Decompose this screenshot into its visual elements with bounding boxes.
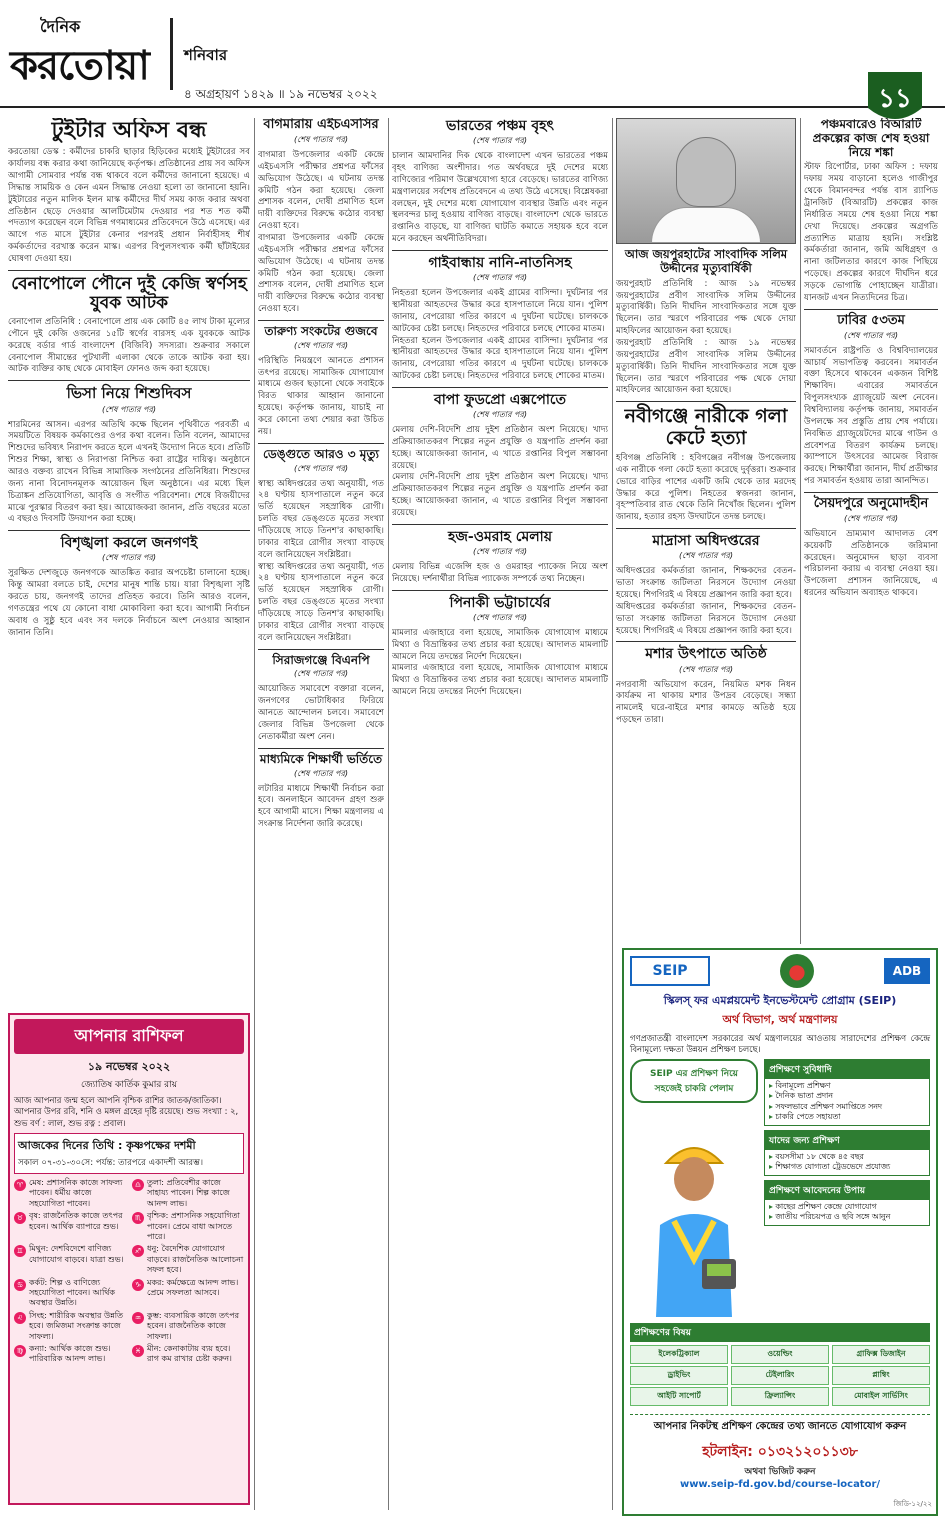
continuation-note: (শেষ পাতার পর) bbox=[101, 404, 157, 414]
ad-illustration bbox=[630, 1059, 758, 1317]
headline-madhyamik[interactable]: মাধ্যমিকে শিক্ষার্থী ভর্তিতে bbox=[259, 751, 383, 766]
horoscope-box bbox=[8, 1013, 250, 1505]
logo-big-text: করতোয়া bbox=[10, 42, 149, 89]
horoscope-item bbox=[132, 1211, 244, 1242]
zodiac-icon: ♍ bbox=[14, 1345, 26, 1357]
story-twitter: করতোয়া ডেস্ক : কর্মীদের চাকরি ছাড়ার হিড়িকের মধ্যেই টুইটারের সব কার্যালয় বন্ধ করার কথা জানিয়েছে কর্তৃপক্ষ। প্রতিষ্ঠানের প্রায় সব অফিস আগামী সোমবার পর্যন্ত বন্ধ থাকবে বলে কর্মীদের জানানো হয়েছে। এ সিদ্ধান্ত সাময়িক ও কেন এমন সিদ্ধান্ত নেওয়া হলো তা জানানো হয়নি। টুইটারের নতুন মালিক ইলন মাস্ক কর্মীদের দীর্ঘ সময় কাজ করার অথবা প্রতিষ্ঠান ছেড়ে দেওয়ার আলটিমেটাম দেওয়ার পর শত শত কর্মী পদত্যাগ করেছেন বলে বিভিন্ন গণমাধ্যমের প্রতিবেদনে উঠে এসেছে। এর আগে গত মাসে টুইটার কেনার পরপরই প্রধান নির্বাহীসহ শীর্ষ কর্মকর্তাদের বরখাস্ত করেন মাস্ক। এরপর বিপুলসংখ্যক কর্মী ছাঁটাইয়ের ঘোষণা দেওয়া হয়। bbox=[8, 147, 250, 265]
continuation-note: (শেষ পাতার পর) bbox=[101, 553, 157, 563]
ad-contact: আপনার নিকটস্থ প্রশিক্ষণ কেন্দ্রের তথ্য জানতে যোগাযোগ করুন bbox=[630, 1414, 930, 1440]
column-rule bbox=[800, 118, 801, 944]
story-dengue-more: স্বাস্থ্য অধিদপ্তরের তথ্য অনুযায়ী, গত ২৪ ঘণ্টায় হাসপাতালে নতুন করে ভর্তি হয়েছেন সহস্রাধিক রোগী। চলতি বছর ডেঙ্গুতে মৃতের সংখ্যা দাঁড়িয়েছে সাড়ে তিনশ'র কাছাকাছি। ঢাকার বাইরে রোগীর সংখ্যা বাড়ছে বলে জানিয়েছেন সংশ্লিষ্টরা। bbox=[258, 561, 384, 643]
story-tarunno: পরিস্থিতি নিয়ন্ত্রণে আনতে প্রশাসন তৎপর রয়েছে। সামাজিক যোগাযোগ মাধ্যমে গুজব ছড়ানো থেকে সবাইকে বিরত থাকার আহ্বান জানানো হয়েছে। কর্তৃপক্ষ জানায়, যাচাই না করে কোনো তথ্য শেয়ার করা উচিত নয়। bbox=[258, 355, 384, 437]
divider bbox=[258, 443, 384, 444]
horoscope-text: সিংহ: শারীরিক অবস্থার উন্নতি হবে। জমিজমা সংক্রান্ত কাজে সাফল্য। bbox=[29, 1310, 124, 1341]
headline-bishrinkhola[interactable]: বিশৃঙ্খলা করলে জনগণই bbox=[60, 535, 198, 552]
portrait-photo[interactable] bbox=[616, 118, 796, 244]
ad-info bbox=[764, 1059, 930, 1317]
story-hajj: মেলায় বিভিন্ন এজেন্সি হজ ও ওমরাহর প্যাকেজ নিয়ে অংশ নিয়েছে। দর্শনার্থীরা বিভিন্ন প্যাকেজ সম্পর্কে তথ্য নিচ্ছেন। bbox=[392, 562, 608, 584]
divider bbox=[392, 590, 608, 591]
apply-box bbox=[764, 1180, 930, 1226]
story-gaibandha-more: নিহতরা হলেন উপজেলার একই গ্রামের বাসিন্দা। দুর্ঘটনার পর স্থানীয়রা আহতদের উদ্ধার করে হাসপাতালে নিয়ে যান। পুলিশ জানায়, বেপরোয়া গতির কারণে এ দুর্ঘটনা ঘটেছে। চালককে আটকের চেষ্টা চলছে। নিহতদের পরিবারে চলছে শোকের মাতম। bbox=[392, 335, 608, 382]
portrait-face bbox=[676, 137, 736, 207]
continuation-note: (শেষ পাতার পর) bbox=[472, 273, 528, 283]
zodiac-icon: ♈ bbox=[14, 1179, 26, 1191]
horoscope-item bbox=[14, 1344, 126, 1365]
story-gaibandha: নিহতরা হলেন উপজেলার একই গ্রামের বাসিন্দা। দুর্ঘটনার পর স্থানীয়রা আহতদের উদ্ধার করে হাসপাতালে নিয়ে যান। পুলিশ জানায়, বেপরোয়া গতির কারণে এ দুর্ঘটনা ঘটেছে। চালককে আটকের চেষ্টা চলছে। নিহতদের পরিবারে চলছে শোকের মাতম। bbox=[392, 288, 608, 334]
list-item: ▸ সফলভাবে প্রশিক্ষণ সমাপ্তিতে সনদ bbox=[769, 1102, 925, 1113]
continuation-note: (শেষ পাতার পর) bbox=[293, 768, 349, 778]
ad-alt-text: অথবা ভিজিট করুন bbox=[744, 1466, 816, 1477]
list-item: ▸ জাতীয় পরিচয়পত্র ও ছবি সঙ্গে আনুন bbox=[769, 1212, 925, 1223]
horoscope-item bbox=[132, 1278, 244, 1309]
trade-chip[interactable]: ড্রাইভিং bbox=[630, 1366, 728, 1385]
ad-code: জিডি-১২/২২ bbox=[893, 1500, 932, 1508]
horoscope-item bbox=[14, 1278, 126, 1309]
headline-pinaki[interactable]: পিনাকী ভট্টাচার্যের bbox=[449, 594, 551, 611]
divider bbox=[392, 524, 608, 525]
benefits-box bbox=[764, 1059, 930, 1126]
trades-title: প্রশিক্ষণের বিষয় bbox=[630, 1323, 930, 1342]
adb-logo: ADB bbox=[884, 958, 930, 984]
ad-subtitle: অর্থ বিভাগ, অর্থ মন্ত্রণালয় bbox=[722, 1013, 838, 1026]
eligibility-title: যাদের জন্য প্রশিক্ষণ bbox=[765, 1131, 929, 1150]
continuation-note: (শেষ পাতার পর) bbox=[293, 669, 349, 679]
page-number: ১১ bbox=[878, 84, 912, 114]
trade-row bbox=[630, 1366, 930, 1385]
divider bbox=[8, 380, 250, 381]
headline-saidpur[interactable]: সৈয়দপুরে অনুমোদহীন bbox=[813, 495, 929, 511]
story-bishrinkhola: সুরক্ষিত দেশজুড়ে জনগণকে আতঙ্কিত করার অপচেষ্টা চালানো হচ্ছে। কিন্তু আমরা বলতে চাই, দেশের মানুষ শান্তি চায়। যারা বিশৃঙ্খলা সৃষ্টি করতে চায়, জনগণই তাদের প্রতিহত করবে। তিনি আরও বলেন, গণতন্ত্রের পথে যে কোনো বাধা মোকাবিলা করা হবে। আগামী নির্বাচন অবাধ ও সুষ্ঠু হবে এবং সব দলকে নির্বাচনে অংশ নেওয়ার আহ্বান জানান তিনি। bbox=[8, 568, 250, 638]
story-madrasa-more: অধিদপ্তরের কর্মকর্তারা জানান, শিক্ষকদের বেতন-ভাতা সংক্রান্ত জটিলতা নিরসনে উদ্যোগ নেওয়া হয়েছে। শিগগিরই এ বিষয়ে প্রজ্ঞাপন জারি করা হবে। bbox=[616, 601, 796, 636]
headline-twitter[interactable]: টুইটার অফিস বন্ধ bbox=[51, 118, 207, 143]
zodiac-icon: ♎ bbox=[132, 1179, 144, 1191]
continuation-note: (শেষ পাতার পর) bbox=[293, 134, 349, 144]
story-brt: স্টাফ রিপোর্টার, ঢাকা অফিস : দফায় দফায় সময় বাড়ানো হলেও গাজীপুর থেকে বিমানবন্দর পর্যন্ত বাস র‍্যাপিড ট্রানজিট (বিআরটি) প্রকল্পের কাজ নির্ধারিত সময়ে শেষ হওয়া নিয়ে শঙ্কা দেখা দিয়েছে। প্রকল্পের অগ্রগতি প্রত্যাশিত মাত্রায় হয়নি। সংশ্লিষ্ট কর্মকর্তারা জানান, জমি অধিগ্রহণ ও নানা জটিলতার কারণে কাজ পিছিয়ে পড়েছে। প্রকল্পের কারণে দীর্ঘদিন ধরে সড়কে ভোগান্তি পোহাচ্ছেন যাত্রীরা। যানজট এখন নিত্যদিনের চিত্র। bbox=[804, 162, 938, 303]
horoscope-text: কর্কট: শিল্প ও বাণিজ্যে সহযোগিতা পাবেন। আর্থিক অবস্থার উন্নতি। bbox=[29, 1277, 116, 1308]
headline-dengue[interactable]: ডেঙ্গুতে আরও ৩ মৃত্যু bbox=[263, 446, 379, 461]
continuation-note: (শেষ পাতার পর) bbox=[843, 330, 899, 340]
column-5-main bbox=[804, 118, 938, 944]
horoscope-item bbox=[132, 1311, 244, 1342]
continuation-note: (শেষ পাতার পর) bbox=[678, 664, 734, 674]
tithi-text: সকাল ০৭-৩১-৩০সে: পর্যন্ত: তারপরে একাদশী আরম্ভ। bbox=[18, 1158, 204, 1169]
headline-benapole[interactable]: বেনাপোলে পৌনে দুই কেজি স্বর্ণসহ যুবক আটক bbox=[11, 273, 247, 314]
list-item: ▸ কাছের প্রশিক্ষণ কেন্দ্রে যোগাযোগ bbox=[769, 1202, 925, 1213]
story-india-trade: চালান আমদানির দিক থেকে বাংলাদেশ এখন ভারতের পঞ্চম বৃহৎ বাণিজ্য অংশীদার। গত অর্থবছরে দুই দেশের মধ্যে বাণিজ্যের পরিমাণ উল্লেখযোগ্য হারে বেড়েছে। ভারতের বাণিজ্য মন্ত্রণালয়ের সর্বশেষ প্রতিবেদনে এ তথ্য উঠে এসেছে। বিশ্লেষকরা বলছেন, দুই দেশের মধ্যে যোগাযোগ ব্যবস্থার উন্নতি এবং নতুন স্থলবন্দর চালু হওয়ায় বাণিজ্য বাড়ছে। বাংলাদেশ থেকে ভারতে রপ্তানিও বাড়ছে, যা বাণিজ্য ঘাটতি কমাতে সহায়ক হবে বলে মনে করছেন অর্থনীতিবিদরা। bbox=[392, 151, 608, 245]
continuation-note: (শেষ পাতার পর) bbox=[472, 612, 528, 622]
horoscope-text: বৃশ্চিক: প্রশাসনিক সহযোগিতা পাবেন। প্রেমে বাধা আসতে পারে। bbox=[147, 1211, 240, 1241]
horoscope-grid bbox=[14, 1178, 244, 1365]
horoscope-author: জ্যোতিষ কার্তিক কুমার রায় bbox=[80, 1080, 178, 1090]
headline-nabiganj[interactable]: নবীগঞ্জে নারীকে গলা কেটে হত্যা bbox=[624, 405, 788, 450]
horoscope-item bbox=[132, 1244, 244, 1275]
horoscope-text: মিথুন: দেশবিদেশে বাণিজ্য যোগাযোগ বাড়বে। যাত্রা শুভ। bbox=[29, 1244, 124, 1264]
column-2 bbox=[258, 118, 384, 1510]
headline-mosha[interactable]: মশার উৎপাতে অতিষ্ঠ bbox=[645, 646, 767, 663]
eligibility-list bbox=[765, 1150, 929, 1175]
horoscope-intro: আজ আপনার জন্ম হলে আপনি বৃশ্চিক রাশির জাতক/জাতিকা। আপনার উপর রবি, শনি ও মঙ্গল গ্রহের দৃষ্টি রয়েছে। শুভ সংখ্যা : ২, শুভ বর্ণ : লাল, শুভ রত্ন : প্রবাল। bbox=[14, 1095, 239, 1128]
ad-speech-bubble: SEIP এর প্রশিক্ষণ নিয়ে সহজেই চাকরি পেলাম bbox=[630, 1059, 758, 1103]
divider bbox=[804, 492, 938, 493]
list-item: ▸ চাকরি পেতে সহায়তা bbox=[769, 1112, 925, 1123]
ad-title: স্কিলস্ ফর এমপ্লয়মেন্ট ইনভেস্টমেন্ট প্রোগ্রাম (SEIP) bbox=[663, 994, 897, 1007]
benefits-title: প্রশিক্ষণে সুবিধাদি bbox=[765, 1060, 929, 1079]
story-nabiganj: হবিগঞ্জ প্রতিনিধি : হবিগঞ্জের নবীগঞ্জ উপজেলায় এক নারীকে গলা কেটে হত্যা করেছে দুর্বৃত্তরা। শুক্রবার ভোরে বাড়ির পাশের একটি জমি থেকে তার মরদেহ উদ্ধার করে পুলিশ। নিহতের স্বজনরা জানান, বৃহস্পতিবার রাত থেকে তিনি নিখোঁজ ছিলেন। পুলিশ জানায়, হত্যার রহস্য উদঘাটনে তদন্ত চলছে। bbox=[616, 453, 796, 523]
apply-title: প্রশিক্ষণে আবেদনের উপায় bbox=[765, 1181, 929, 1200]
zodiac-icon: ♐ bbox=[132, 1245, 144, 1257]
apply-list bbox=[765, 1200, 929, 1225]
masthead-day: শনিবার bbox=[184, 46, 228, 64]
continuation-note: (শেষ পাতার পর) bbox=[472, 547, 528, 556]
seip-logo: SEIP bbox=[630, 956, 710, 986]
headline-bapa[interactable]: বাপা ফুডপ্রো এক্সপোতে bbox=[433, 391, 567, 408]
col-4 bbox=[616, 118, 796, 944]
seip-advertisement[interactable] bbox=[622, 948, 938, 1516]
headline-hajj[interactable]: হজ-ওমরাহ মেলায় bbox=[448, 528, 552, 545]
masthead-divider bbox=[170, 18, 173, 90]
story-sirajganj: আয়োজিত সমাবেশে বক্তারা বলেন, জনগণের ভোটাধিকার ফিরিয়ে আনতে আন্দোলন চলবে। সমাবেশে জেলার বিভিন্ন উপজেলা থেকে নেতাকর্মীরা অংশ নেন। bbox=[258, 684, 384, 742]
zodiac-icon: ♊ bbox=[14, 1245, 26, 1257]
trades-section bbox=[624, 1321, 936, 1410]
divider bbox=[8, 530, 250, 531]
continuation-note: (শেষ পাতার পর) bbox=[293, 463, 349, 473]
horoscope-text: কুম্ভ: ব্যবসায়িক কাজে তৎপর হবেন। রাজনৈতিক কাজে সাফল্য। bbox=[147, 1310, 240, 1341]
eligibility-box bbox=[764, 1130, 930, 1176]
horoscope-item bbox=[14, 1244, 126, 1275]
story-mosha: নগরবাসী অভিযোগ করেন, নিয়মিত মশক নিধন কার্যক্রম না থাকায় মশার উপদ্রব বেড়েছে। সন্ধ্যা নামলেই ঘরে-বাইরে মশার কামড়ে অতিষ্ঠ হয়ে পড়ছেন তারা। bbox=[616, 679, 796, 726]
portrait-body bbox=[651, 207, 761, 243]
list-item: ▸ শিক্ষাগত যোগ্যতা ট্রেডভেদে প্রযোজ্য bbox=[769, 1162, 925, 1173]
zodiac-icon: ♑ bbox=[132, 1279, 144, 1291]
ad-main bbox=[624, 1055, 936, 1321]
story-pinaki-more: মামলার এজাহারে বলা হয়েছে, সামাজিক যোগাযোগ মাধ্যমে মিথ্যা ও বিভ্রান্তিকর তথ্য প্রচার করা হয়েছে। আদালত মামলাটি আমলে নিয়ে তদন্তের নির্দেশ দিয়েছেন। bbox=[392, 663, 608, 698]
headline-tarunno[interactable]: তারুণ্য সংকটের গুজবে bbox=[264, 323, 378, 338]
story-dengue: স্বাস্থ্য অধিদপ্তরের তথ্য অনুযায়ী, গত ২৪ ঘণ্টায় হাসপাতালে নতুন করে ভর্তি হয়েছেন সহস্রাধিক রোগী। চলতি বছর ডেঙ্গুতে মৃতের সংখ্যা দাঁড়িয়েছে সাড়ে তিনশ'র কাছাকাছি। ঢাকার বাইরে রোগীর সংখ্যা বাড়ছে বলে জানিয়েছেন সংশ্লিষ্টরা। bbox=[258, 478, 384, 560]
column-rule bbox=[612, 118, 613, 1510]
trade-chip[interactable]: আইটি সাপোর্ট bbox=[630, 1387, 728, 1406]
headline-brt[interactable]: পঞ্চমবারেও বিআরটি প্রকল্পের কাজ শেষ হওয়া নিয়ে শঙ্কা bbox=[812, 118, 930, 159]
story-obituary-more: জয়পুরহাট প্রতিনিধি : আজ ১৯ নভেম্বর জয়পুরহাটের প্রবীণ সাংবাদিক সলিম উদ্দীনের মৃত্যুবার্ষিকী। তিনি দীর্ঘদিন সাংবাদিকতার সঙ্গে যুক্ত ছিলেন। তার স্মরণে পরিবারের পক্ষ থেকে দোয়া মাহফিলের আয়োজন করা হয়েছে। bbox=[616, 338, 796, 396]
trade-chip[interactable]: ওয়েল্ডিং bbox=[731, 1345, 829, 1364]
zodiac-icon: ♏ bbox=[132, 1212, 144, 1224]
trade-chip[interactable]: মোবাইল সার্ভিসিং bbox=[832, 1387, 930, 1406]
story-bapa-more: মেলায় দেশি-বিদেশি প্রায় দুইশ প্রতিষ্ঠান অংশ নিয়েছে। খাদ্য প্রক্রিয়াজাতকরণ শিল্পের নতুন প্রযুক্তি ও যন্ত্রপাতি প্রদর্শন করা হচ্ছে। আয়োজকরা জানান, এ খাতে রপ্তানির বিপুল সম্ভাবনা রয়েছে। bbox=[392, 472, 608, 519]
headline-madrasa[interactable]: মাদ্রাসা অধিদপ্তরের bbox=[652, 533, 760, 550]
story-bagmara-more: বাগমারা উপজেলার একটি কেন্দ্রে এইচএসসি পরীক্ষার প্রশ্নপত্র ফাঁসের অভিযোগ উঠেছে। এ ঘটনায় তদন্ত কমিটি গঠন করা হয়েছে। জেলা প্রশাসক বলেন, দোষী প্রমাণিত হলে দায়ী ব্যক্তিদের বিরুদ্ধে কঠোর ব্যবস্থা নেওয়া হবে। bbox=[258, 232, 384, 315]
trade-chip[interactable]: প্লাম্বিং bbox=[832, 1366, 930, 1385]
horoscope-item bbox=[132, 1344, 244, 1365]
trade-row bbox=[630, 1387, 930, 1406]
story-madhyamik: লটারির মাধ্যমে শিক্ষার্থী নির্বাচন করা হবে। অনলাইনে আবেদন গ্রহণ শুরু হবে আগামী মাসে। শিক্ষা মন্ত্রণালয় এ সংক্রান্ত নির্দেশনা জারি করেছে। bbox=[258, 783, 384, 830]
story-dhabi: সমাবর্তনে রাষ্ট্রপতি ও বিশ্ববিদ্যালয়ের আচার্য সভাপতিত্ব করবেন। সমাবর্তন বক্তা হিসেবে থাকবেন একজন বিশিষ্ট শিক্ষাবিদ। এবারের সমাবর্তনে বিপুলসংখ্যক গ্র্যাজুয়েট অংশ নেবেন। বিশ্ববিদ্যালয় কর্তৃপক্ষ জানায়, সমাবর্তন উপলক্ষে সব প্রস্তুতি প্রায় শেষ পর্যায়ে। নিবন্ধিত গ্র্যাজুয়েটদের মাঝে গাউন ও প্রবেশপত্র বিতরণ কার্যক্রম চলছে। ক্যাম্পাসে উৎসবের আমেজ বিরাজ করছে। শিক্ষার্থীরা জানান, দীর্ঘ প্রতীক্ষার পর সমাবর্তন হওয়ায় তারা আনন্দিত। bbox=[804, 345, 938, 487]
horoscope-text: মেষ: প্রশাসনিক কাজে সাফল্য পাবেন। ধর্মীয় কাজে সহযোগিতা পাবেন। bbox=[29, 1178, 123, 1208]
headline-bagmara[interactable]: বাগমারায় এইচএসসির bbox=[263, 118, 379, 132]
zodiac-icon: ♉ bbox=[14, 1212, 26, 1224]
column-rule bbox=[254, 118, 255, 1510]
trade-chip[interactable]: ইলেকট্রিক্যাল bbox=[630, 1345, 728, 1364]
divider bbox=[616, 401, 796, 402]
horoscope-text: বৃষ: রাজনৈতিক কাজে তৎপর হবেন। আর্থিক ব্যাপারে শুভ। bbox=[29, 1211, 123, 1231]
benefits-list bbox=[765, 1079, 929, 1125]
story-bagmara: বাগমারা উপজেলার একটি কেন্দ্রে এইচএসসি পরীক্ষার প্রশ্নপত্র ফাঁসের অভিযোগ উঠেছে। এ ঘটনায় তদন্ত কমিটি গঠন করা হয়েছে। জেলা প্রশাসক বলেন, দোষী প্রমাণিত হলে দায়ী ব্যক্তিদের বিরুদ্ধে কঠোর ব্যবস্থা নেওয়া হবে। bbox=[258, 149, 384, 232]
list-item: ▸ বয়সসীমা ১৮ থেকে ৪৫ বছর bbox=[769, 1152, 925, 1163]
horoscope-text: তুলা: প্রতিবেশীর কাজে সাহায্য পাবেন। শিল্প কাজে আনন্দ লাভ। bbox=[147, 1178, 230, 1208]
column-3 bbox=[392, 118, 608, 1510]
headline-visa[interactable]: ভিসা নিয়ে শিশুদিবস bbox=[66, 384, 192, 403]
story-madrasa: অধিদপ্তরের কর্মকর্তারা জানান, শিক্ষকদের বেতন-ভাতা সংক্রান্ত জটিলতা নিরসনে উদ্যোগ নেওয়া হয়েছে। শিগগিরই এ বিষয়ে প্রজ্ঞাপন জারি করা হবে। bbox=[616, 566, 796, 600]
horoscope-title: আপনার রাশিফল bbox=[14, 1019, 244, 1054]
masthead bbox=[0, 0, 945, 108]
continuation-note: (শেষ পাতার পর) bbox=[472, 136, 528, 146]
trade-chip[interactable]: টেইলারিং bbox=[731, 1366, 829, 1385]
worker-icon bbox=[644, 1129, 744, 1317]
divider bbox=[392, 250, 608, 251]
horoscope-text: কন্যা: আর্থিক কাজে শুভ। পারিবারিক আনন্দ লাভ। bbox=[29, 1343, 111, 1364]
horoscope-item bbox=[14, 1178, 126, 1209]
divider bbox=[616, 641, 796, 642]
story-pinaki: মামলার এজাহারে বলা হয়েছে, সামাজিক যোগাযোগ মাধ্যমে মিথ্যা ও বিভ্রান্তিকর তথ্য প্রচার করা হয়েছে। আদালত মামলাটি আমলে নিয়ে তদন্তের নির্দেশ দিয়েছেন। bbox=[392, 627, 608, 662]
headline-dhabi[interactable]: ঢাবির ৫৩তম bbox=[837, 312, 905, 328]
horoscope-date: ১৯ নভেম্বর ২০২২ bbox=[87, 1060, 171, 1073]
ad-hotline[interactable]: হটলাইন: ০১৩২১২০১১৩৮ bbox=[702, 1443, 858, 1460]
horoscope-item bbox=[14, 1211, 126, 1242]
headline-india-trade[interactable]: ভারতের পঞ্চম বৃহৎ bbox=[446, 118, 554, 134]
continuation-note: (শেষ পাতার পর) bbox=[843, 513, 899, 523]
photo-caption: আজ জয়পুরহাটের সাংবাদিক সলিম উদ্দীনের মৃত্যুবার্ষিকী bbox=[624, 247, 788, 276]
column-rule bbox=[388, 118, 389, 1510]
zodiac-icon: ♌ bbox=[14, 1312, 26, 1324]
column-1 bbox=[8, 118, 250, 1510]
story-saidpur: অভিযানে ভ্রাম্যমাণ আদালত বেশ কয়েকটি প্রতিষ্ঠানকে জরিমানা করেছেন। অনুমোদন ছাড়া ব্যবসা পরিচালনা করায় এ ব্যবস্থা নেওয়া হয়। উপজেলা প্রশাসন জানিয়েছে, এ ধরনের অভিযান অব্যাহত থাকবে। bbox=[804, 528, 938, 599]
story-benapole: বেনাপোল প্রতিনিধি : বেনাপোলে প্রায় এক কোটি ৪৫ লাখ টাকা মূল্যের পৌনে দুই কেজি ওজনের ১৫টি স্বর্ণের বারসহ এক যুবককে আটক করেছে বর্ডার গার্ড বাংলাদেশ (বিজিবি) সদস্যরা। শুক্রবার সকালে বেনাপোল সীমান্তের পুটখালী এলাকা থেকে তাকে আটক করা হয়। আটক ব্যক্তির কাছ থেকে মোবাইল ফোনও জব্দ করা হয়েছে। bbox=[8, 316, 250, 375]
headline-sirajganj[interactable]: সিরাজগঞ্জে বিএনপি bbox=[272, 652, 370, 667]
story-obituary: জয়পুরহাট প্রতিনিধি : আজ ১৯ নভেম্বর জয়পুরহাটের প্রবীণ সাংবাদিক সলিম উদ্দীনের মৃত্যুবার্ষিকী। তিনি দীর্ঘদিন সাংবাদিকতার সঙ্গে যুক্ত ছিলেন। তার স্মরণে পরিবারের পক্ষ থেকে দোয়া মাহফিলের আয়োজন করা হয়েছে। bbox=[616, 278, 796, 337]
divider bbox=[8, 270, 250, 271]
story-bapa: মেলায় দেশি-বিদেশি প্রায় দুইশ প্রতিষ্ঠান অংশ নিয়েছে। খাদ্য প্রক্রিয়াজাতকরণ শিল্পের নতুন প্রযুক্তি ও যন্ত্রপাতি প্রদর্শন করা হচ্ছে। আয়োজকরা জানান, এ খাতে রপ্তানির বিপুল সম্ভাবনা রয়েছে। bbox=[392, 425, 608, 471]
divider bbox=[258, 748, 384, 749]
continuation-note: (শেষ পাতার পর) bbox=[678, 551, 734, 561]
masthead-date: ৪ অগ্রহায়ণ ১৪২৯ ॥ ১৯ নভেম্বর ২০২২ bbox=[184, 87, 378, 101]
trade-chip[interactable]: ফ্রিল্যান্সিং bbox=[731, 1387, 829, 1406]
continuation-note: (শেষ পাতার পর) bbox=[293, 340, 349, 350]
zodiac-icon: ♒ bbox=[132, 1312, 144, 1324]
divider bbox=[616, 528, 796, 529]
government-emblem-icon: ● bbox=[780, 954, 814, 988]
trade-row bbox=[630, 1345, 930, 1364]
story-visa: শারমিনের আসন। এরপর অতিথি কক্ষে ছিলেন পৃথিবীতে পরবর্তী এ সময়টিতে বিষয়ক কর্মকাণ্ডের ওপর কথা বলেন। তিনি বলেন, আমাদের শিশুদের ভবিষ্যৎ নিরাপদ করতে হলে এখনই উদ্যোগ নিতে হবে। প্রতিটি শিশুর শিক্ষা, স্বাস্থ্য ও নিরাপত্তা নিশ্চিত করা রাষ্ট্রের দায়িত্ব। অনুষ্ঠানে আরও বক্তব্য রাখেন বিভিন্ন সামাজিক সংগঠনের প্রতিনিধিরা। শিশুদের জন্য নানা বিনোদনমূলক আয়োজন ছিল অনুষ্ঠানে। এর মধ্যে ছিল চিত্রাঙ্কন প্রতিযোগিতা, আবৃত্তি ও সংগীত পরিবেশনা। শেষে বিজয়ীদের মাঝে পুরস্কার বিতরণ করা হয়। আয়োজকরা জানান, প্রতি বছরের মতো এ বছরও দিবসটি উদযাপন করা হচ্ছে। bbox=[8, 419, 250, 525]
horoscope-text: ধনু: বৈদেশিক যোগাযোগ বাড়বে। রাজনৈতিক আলোচনা সফল হবে। bbox=[147, 1244, 244, 1275]
divider bbox=[258, 649, 384, 650]
ad-logo-row bbox=[624, 950, 936, 992]
newspaper-logo[interactable] bbox=[10, 10, 160, 100]
tithi-box bbox=[14, 1133, 244, 1174]
trade-chip[interactable]: গ্রাফিক্স ডিজাইন bbox=[832, 1345, 930, 1364]
horoscope-item bbox=[14, 1311, 126, 1342]
horoscope-text: মকর: কর্মক্ষেত্রে আনন্দ লাভ। প্রেমে সফলতা আসবে। bbox=[147, 1277, 239, 1297]
list-item: ▸ দৈনিক ভাতা প্রদান bbox=[769, 1091, 925, 1102]
list-item: ▸ বিনামূল্যে প্রশিক্ষণ bbox=[769, 1081, 925, 1092]
ad-url-link[interactable]: www.seip-fd.gov.bd/course-locator/ bbox=[679, 1478, 881, 1490]
zodiac-icon: ♋ bbox=[14, 1279, 26, 1291]
logo-small-text: দৈনিক bbox=[40, 17, 81, 36]
ad-description: গণপ্রজাতন্ত্রী বাংলাদেশ সরকারের অর্থ মন্ত্রণালয়ের আওতায় সারাদেশের প্রশিক্ষণ কেন্দ্রে বিনামূল্যে দক্ষতা উন্নয়ন প্রশিক্ষণ চলছে। bbox=[630, 1033, 930, 1054]
headline-gaibandha[interactable]: গাইবান্ধায় নানি-নাতনিসহ bbox=[428, 254, 572, 271]
divider bbox=[804, 309, 938, 310]
divider bbox=[258, 320, 384, 321]
tithi-title: আজকের দিনের তিথি : কৃষ্ণপক্ষের দশমী bbox=[18, 1139, 196, 1153]
horoscope-item bbox=[132, 1178, 244, 1209]
zodiac-icon: ♓ bbox=[132, 1345, 144, 1357]
continuation-note: (শেষ পাতার পর) bbox=[472, 410, 528, 420]
horoscope-text: মীন: কেনাকাটায় ব্যয় হবে। রাগ কম রাখার চেষ্টা করুন। bbox=[147, 1343, 232, 1364]
divider bbox=[392, 387, 608, 388]
